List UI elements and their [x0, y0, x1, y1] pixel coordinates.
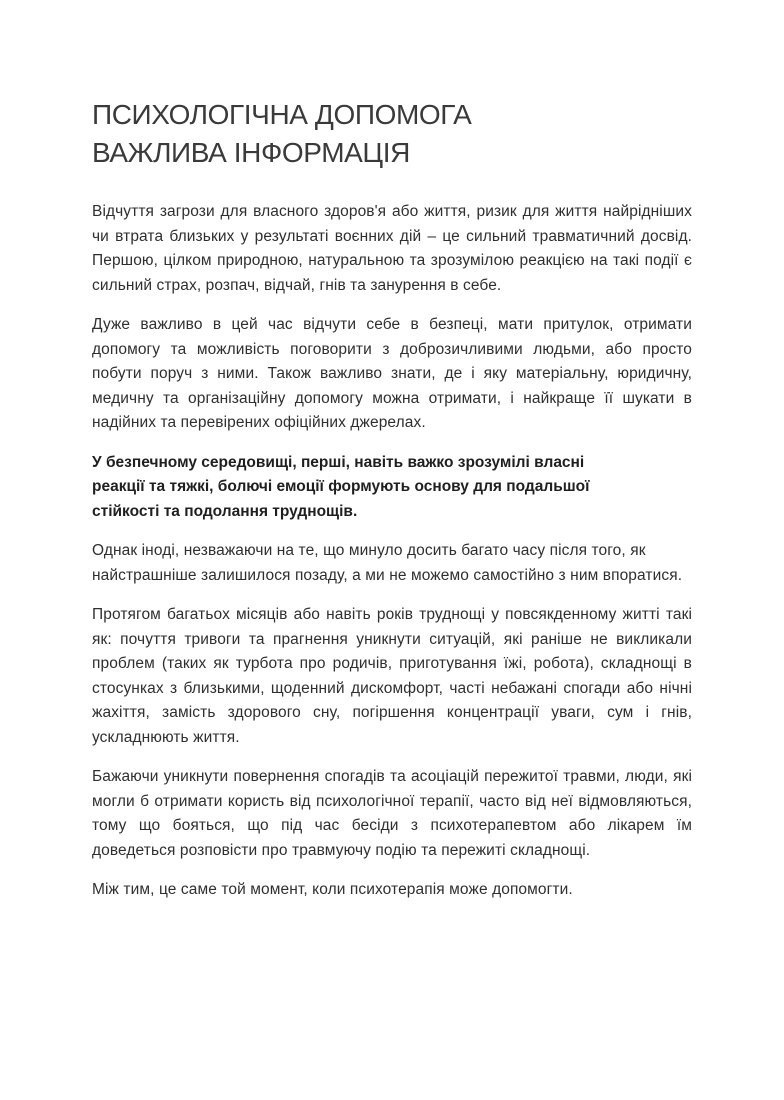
- paragraph-avoidance: Бажаючи уникнути повернення спогадів та асоціацій пережитої травми, люди, які могли б отримати користь від психологічної терапії, часто від неї відмовляються, тому що бояться, що під час бесіди з психотерапевтом або лікарем їм доведеться розповісти про травмуючу подію та пережиті складнощі.: [92, 768, 692, 859]
- document-body: [92, 200, 692, 903]
- title-line-1: ПСИХОЛОГІЧНА ДОПОМОГА: [92, 99, 472, 130]
- document-page: [92, 96, 692, 918]
- paragraph-psychotherapy-moment: Між тим, це саме той момент, коли психотерапія може допомогти.: [92, 881, 573, 898]
- title-line-2: ВАЖЛИВА ІНФОРМАЦІЯ: [92, 137, 410, 168]
- paragraph-safety-importance: Дуже важливо в цей час відчути себе в безпеці, мати притулок, отримати допомогу та можливість поговорити з доброзичливими людьми, або просто побути поруч з ними. Також важливо знати, де і яку матеріальну, юридичну, медичну та організаційну допомогу можна отримати, і найкраще її шукати в надійних та перевірених офіційних джерелах.: [92, 316, 692, 431]
- page-title: [92, 96, 692, 172]
- paragraph-daily-difficulties: Протягом багатьох місяців або навіть років труднощі у повсякденному житті такі як: почуття тривоги та прагнення уникнути ситуацій, які раніше не викликали проблем (таких як турбота про родичів, приготування їжі, робота), складнощі в стосунках з близькими, щоденний дискомфорт, часті небажані спогади або нічні жахіття, замість здорового сну, погіршення концентрації уваги, сум і гнів, ускладнюють життя.: [92, 606, 692, 746]
- paragraph-however: Однак іноді, незважаючи на те, що минуло досить багато часу після того, як найстрашніше залишилося позаду, а ми не можемо самостійно з ним впоратися.: [92, 542, 683, 584]
- paragraph-threat-experience: Відчуття загрози для власного здоров'я або життя, ризик для життя найрідніших чи втрата близьких у результаті воєнних дій – це сильний травматичний досвід. Першою, цілком природною, натуральною та зрозумілою реакцією на такі події є сильний страх, розпач, відчай, гнів та занурення в себе.: [92, 203, 692, 294]
- highlighted-callout: У безпечному середовищі, перші, навіть важко зрозумілі власні реакції та тяжкі, болючі емоції формують основу для подальшої стійкості та подолання труднощів.: [92, 453, 590, 520]
